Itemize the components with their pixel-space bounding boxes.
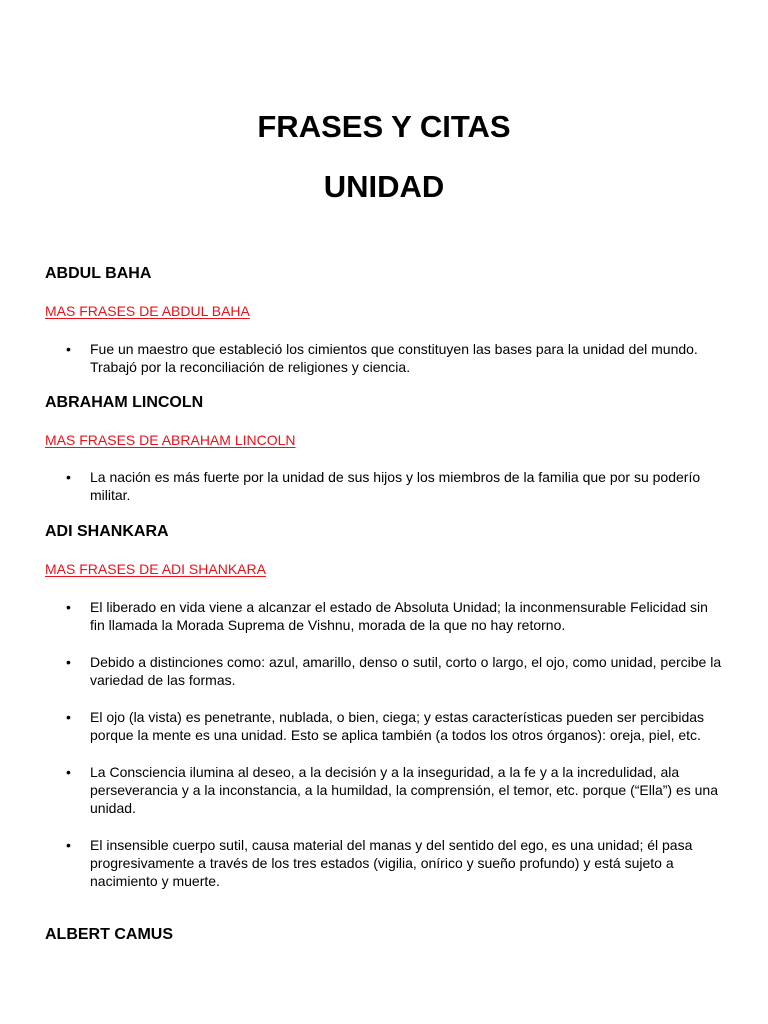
quote-item: • El liberado en vida viene a alcanzar el estado de Absoluta Unidad; la inconmensurable Felicidad sin fin llamada la Morada Suprema de Vishnu, morada de la que no hay retorno.: [0, 598, 768, 634]
quote-list-abdul-baha: [0, 340, 768, 395]
author-heading-adi-shankara: ADI SHANKARA: [45, 523, 169, 540]
quote-item: • La Consciencia ilumina al deseo, a la decisión y a la inseguridad, a la fe y a la incredulidad, ala perseverancia y a la inconstancia, a la humildad, la comprensión, el temor, etc. porque (“Ella”) es una unidad.: [0, 763, 768, 817]
document-subtitle: UNIDAD: [323, 169, 445, 204]
quote-item: • El ojo (la vista) es penetrante, nublada, o bien, ciega; y estas características pueden ser percibidas porque la mente es una unidad. Esto se aplica también (a todos los otros órganos): oreja, piel, etc.: [0, 708, 768, 744]
more-quotes-link-adi-shankara[interactable]: MAS FRASES DE ADI SHANKARA: [45, 561, 266, 577]
author-heading-abdul-baha: ABDUL BAHA: [45, 265, 152, 282]
author-heading-albert-camus: ALBERT CAMUS: [45, 926, 173, 943]
more-quotes-link-abdul-baha[interactable]: MAS FRASES DE ABDUL BAHA: [45, 303, 250, 319]
author-heading-abraham-lincoln: ABRAHAM LINCOLN: [45, 394, 204, 411]
more-quotes-link-abraham-lincoln[interactable]: MAS FRASES DE ABRAHAM LINCOLN: [45, 432, 296, 448]
quote-item: • La nación es más fuerte por la unidad de sus hijos y los miembros de la familia que por su poderío militar.: [0, 468, 768, 504]
quote-list-adi-shankara: [0, 598, 768, 909]
document-title: FRASES Y CITAS: [257, 109, 511, 144]
quote-item: • El insensible cuerpo sutil, causa material del manas y del sentido del ego, es una unidad; él pasa progresivamente a través de los tres estados (vigilia, onírico y sueño profundo) y está sujeto a nacimiento y muerte.: [0, 836, 768, 890]
quote-list-abraham-lincoln: [0, 468, 768, 523]
quote-item: • Fue un maestro que estableció los cimientos que constituyen las bases para la unidad del mundo. Trabajó por la reconciliación de religiones y ciencia.: [0, 340, 768, 376]
quote-item: • Debido a distinciones como: azul, amarillo, denso o sutil, corto o largo, el ojo, como unidad, percibe la variedad de las formas.: [0, 653, 768, 689]
